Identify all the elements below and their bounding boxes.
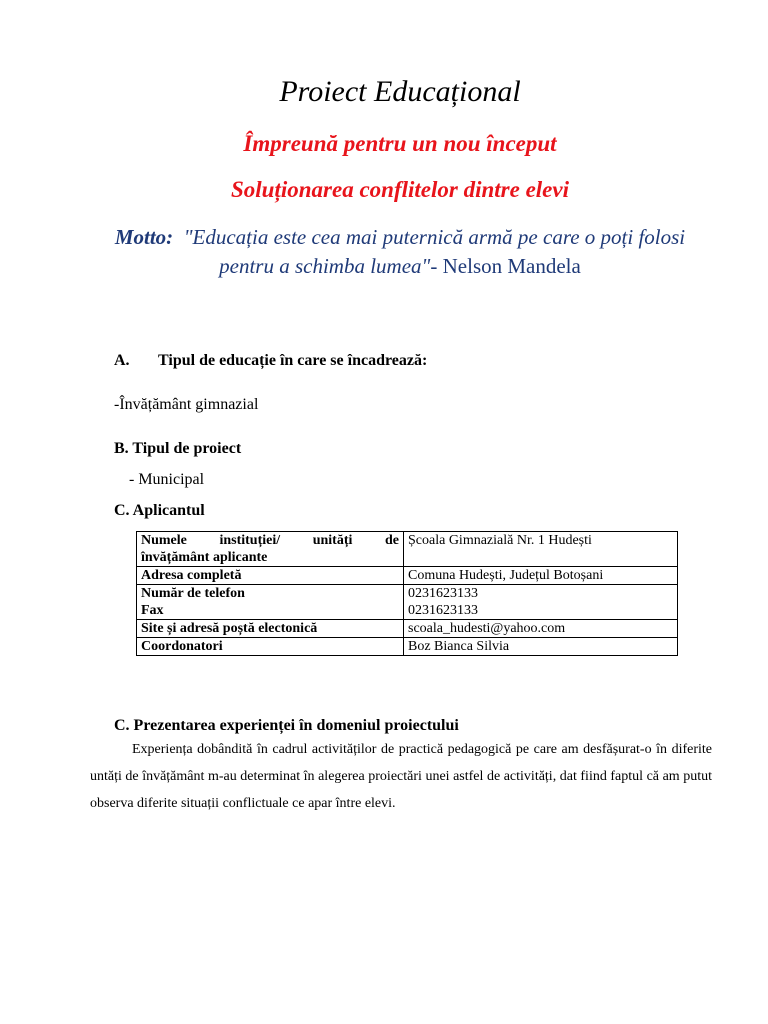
table-key: [137, 532, 404, 567]
table-key: Adresa completă: [137, 567, 404, 585]
document-topic: Soluționarea conflitelor dintre elevi: [231, 177, 569, 202]
table-key: [137, 585, 404, 620]
key-word: unități: [312, 533, 353, 548]
key-word: instituției/: [219, 533, 281, 548]
section-b-heading: B. Tipul de proiect: [114, 440, 242, 457]
key-line2: Fax: [141, 603, 164, 618]
phone-value: 0231623133: [408, 586, 478, 601]
section-c-heading: C. Aplicantul: [114, 502, 205, 519]
table-value: Boz Bianca Silvia: [404, 638, 678, 656]
motto-block: [90, 223, 710, 281]
section-a-value: -Învățământ gimnazial: [114, 396, 259, 413]
table-value: Comuna Hudești, Județul Botoșani: [404, 567, 678, 585]
table-key: Site și adresă poștă electonică: [137, 620, 404, 638]
section-b-value: - Municipal: [129, 471, 205, 488]
table-value: Școala Gimnazială Nr. 1 Hudești: [404, 532, 678, 567]
table-row: [137, 567, 678, 585]
email-value: scoala_hudesti@yahoo.com: [404, 620, 678, 638]
key-word: Numele: [141, 533, 187, 548]
key-word: de: [384, 533, 399, 548]
motto-label: Motto:: [114, 225, 174, 249]
section-a-heading: Tipul de educație în care se încadrează:: [158, 352, 428, 369]
motto-quote-line1: "Educația este cea mai puternică armă pe care o poți folosi: [183, 225, 686, 249]
motto-quote-line2: pentru a schimba lumea": [219, 254, 431, 278]
motto-author: - Nelson Mandela: [430, 254, 581, 278]
key-line2: învățământ aplicante: [141, 550, 268, 565]
experience-paragraph: Experiența dobândită în cadrul activităților de practică pedagogică pe care am desfășurat-o în diferite untăți de învățământ m-au determinat în alegerea proiectări unei astfel de activități, dat fiind faptul că am putut observa diferite situații conflictuale ce apar între elevi.: [90, 742, 712, 811]
table-row: [137, 532, 678, 567]
table-value: [404, 585, 678, 620]
key-line1: Număr de telefon: [141, 586, 245, 601]
applicant-table: [136, 531, 678, 656]
section-c2-heading: C. Prezentarea experienței în domeniul proiectului: [114, 717, 459, 734]
section-a-letter: A.: [114, 352, 130, 369]
table-key: Coordonatori: [137, 638, 404, 656]
table-row: [137, 585, 678, 620]
fax-value: 0231623133: [408, 603, 478, 618]
table-row: [137, 638, 678, 656]
table-row: [137, 620, 678, 638]
document-title: Proiect Educațional: [279, 75, 521, 108]
document-subtitle: Împreună pentru un nou început: [243, 131, 557, 156]
